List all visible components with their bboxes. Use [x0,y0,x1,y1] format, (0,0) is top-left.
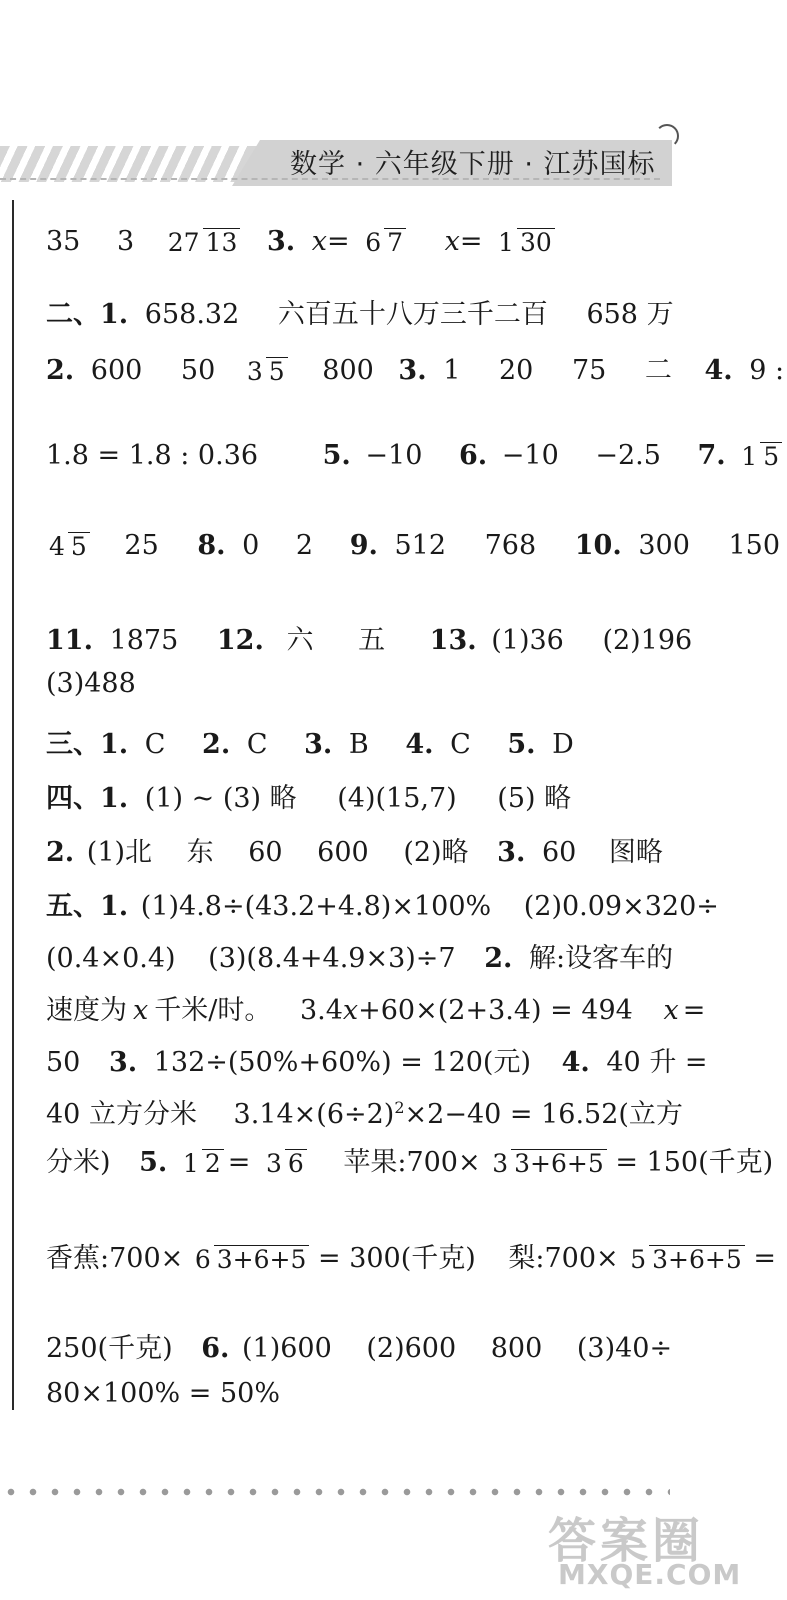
answer: 1 [443,355,461,386]
answer: 六百五十八万三千二百 [277,299,548,330]
section-number: 五、 [46,891,100,922]
fraction: 3 5 [244,357,288,387]
question-number: 1. [100,783,129,814]
answer-line-4 [46,440,786,471]
answer: 40 升 = [606,1047,708,1078]
answer-line-11 [46,884,719,923]
question-number: 4. [405,729,434,760]
answer: 3.4 [299,995,343,1026]
equals: = [682,995,706,1026]
answer-line-8 [46,722,574,761]
answer-line-16 [46,1140,773,1179]
answer: D [552,729,574,760]
answer-line-17 [46,1236,776,1275]
answer: 速度为 [46,995,127,1026]
question-number: 11. [46,625,93,656]
question-number: 3. [108,1047,138,1078]
fraction: 3 3+6+5 [489,1149,607,1179]
answer: 东 [186,837,214,868]
answer: 800 [322,355,374,386]
question-number: 10. [574,530,622,561]
header-divider [0,178,660,180]
fraction: 3 6 [263,1149,307,1179]
answer-line-3 [46,348,784,387]
answer: 658.32 [144,299,240,330]
answer-line-7 [46,668,136,699]
answer-line-6 [46,618,692,657]
question-number: 3. [497,837,526,868]
answer: 解:设客车的 [528,943,674,974]
answer: (2)略 [403,837,469,868]
answer: 1.8 = 1.8 : 0.36 [46,440,259,471]
answer: 千米/时。 [154,995,272,1026]
question-number: 3. [266,226,296,257]
answer: 2 [295,530,314,561]
answer: 80×100% = 50% [46,1378,280,1409]
answer: 分米) [46,1147,111,1178]
answer: 25 [124,530,159,561]
answer: 40 立方分米 [46,1099,197,1130]
answer: 50 [180,355,216,386]
answer: (3)(8.4+4.9×3)÷7 [208,943,456,974]
corner-curl-icon [655,124,679,148]
answer: (1) ~ (3) 略 [144,783,297,814]
answer: = 300(千克) [317,1243,476,1274]
answer: C [144,729,166,760]
answer: −2.5 [595,440,661,471]
footer-dotted-divider [0,1486,670,1498]
answer: = 150(千克) [615,1147,774,1178]
question-number: 3. [398,355,427,386]
fraction: 1 5 [738,442,782,472]
answer: 香蕉:700× [46,1243,184,1274]
section-number: 四、 [46,783,100,814]
question-number: 6. [459,440,488,471]
answer: (5) 略 [497,783,572,814]
answer: −10 [501,440,559,471]
question-number: 2. [46,837,75,868]
answer: (2)600 [366,1333,457,1364]
answer: 9 : [749,355,785,386]
answer-line-5 [46,530,780,561]
answer: C [246,729,268,760]
answer: 75 [571,355,607,386]
answer: (0.4×0.4) [46,943,176,974]
exponent: 2 [394,1098,405,1117]
question-number: 12. [216,625,264,656]
question-number: 6. [201,1333,230,1364]
answer-line-13 [46,988,705,1027]
answer: (4)(15,7) [337,783,457,814]
section-number: 二、 [46,299,100,330]
answer: (3)488 [46,668,136,699]
answer: 20 [498,355,534,386]
variable: x [444,226,460,257]
answer: 五 [358,625,386,656]
answer: 梨:700× [508,1243,619,1274]
header-stripes [0,146,270,182]
answer: 658 万 [586,299,674,330]
answer: 600 [317,837,369,868]
question-number: 5. [139,1147,168,1178]
question-number: 1. [100,299,129,330]
answer-line-19 [46,1378,280,1409]
page-title: 数学 · 六年级下册 · 江苏国标 [290,149,656,180]
answer: (1)36 [491,625,564,656]
answer: 250(千克) [46,1333,173,1364]
answer: (1)600 [241,1333,332,1364]
question-number: 8. [197,530,226,561]
answer: 300 [638,530,690,561]
answer: 图略 [608,837,663,868]
answer: 60 [248,837,283,868]
question-number: 2. [46,355,75,386]
question-number: 4. [561,1047,590,1078]
equals: = [227,1147,251,1178]
answer: 苹果:700× [343,1147,481,1178]
fraction: 5 3+6+5 [627,1245,745,1275]
answer: (3)40÷ [576,1333,673,1364]
margin-rule [12,200,14,1410]
question-number: 5. [322,440,351,471]
equals: = [459,226,483,257]
section-number: 三、 [46,729,100,760]
answer-line-15 [46,1092,683,1131]
question-number: 9. [349,530,378,561]
question-number: 4. [704,355,733,386]
answer: 50 [46,1047,81,1078]
answer-line-1 [46,226,559,257]
answer: C [450,729,471,760]
variable: x [342,995,359,1026]
watermark [548,1500,783,1595]
fraction: 6 3+6+5 [192,1245,310,1275]
question-number: 1. [100,729,129,760]
fraction: 4 5 [46,532,90,562]
answer: −10 [365,440,423,471]
answer: 0 [242,530,260,561]
answer: 3 [116,226,135,257]
answer: 60 [541,837,577,868]
question-number: 1. [100,891,129,922]
answer: 132÷(50%+60%) = 120(元) [153,1047,531,1078]
equals: = [753,1243,776,1274]
answer: (1)4.8÷(43.2+4.8)×100% [140,891,492,922]
answer: 六 [286,625,314,656]
answer: 150 [728,530,781,561]
watermark-logo: 答案圈 [548,1513,705,1569]
answer: 1875 [109,625,179,656]
answer: (2)0.09×320÷ [523,891,719,922]
question-number: 7. [697,440,726,471]
watermark-url: MXQE.COM [558,1558,742,1591]
answer-line-12 [46,936,673,975]
answer-line-9 [46,776,571,815]
answer: +60×(2+3.4) = 494 [358,995,633,1026]
variable: x [311,226,327,257]
question-number: 5. [507,729,536,760]
question-number: 3. [304,729,333,760]
answer: B [348,729,369,760]
answer: 800 [490,1333,543,1364]
fraction: 1 2 [180,1149,224,1179]
answer: (1)北 [86,837,153,868]
equals: = [326,226,350,257]
variable: x [133,995,149,1026]
answer: 512 [394,530,447,561]
question-number: 13. [429,625,477,656]
answer: 768 [484,530,537,561]
answer-line-18 [46,1326,672,1365]
answer: 35 [46,226,81,257]
answer-line-10 [46,830,663,869]
answer: 600 [90,355,143,386]
answer: (2)196 [602,625,693,656]
answer: ×2−40 = 16.52(立方 [404,1099,683,1130]
fraction: 6 7 [362,228,406,258]
answer-line-14 [46,1040,708,1079]
fraction: 1 30 [495,228,555,258]
variable: x [663,995,679,1026]
fraction: 27 13 [165,228,241,258]
question-number: 2. [484,943,513,974]
answer: 二 [644,355,672,386]
question-number: 2. [202,729,231,760]
answer: 3.14×(6÷2) [233,1099,395,1130]
answer-line-2 [46,292,674,331]
